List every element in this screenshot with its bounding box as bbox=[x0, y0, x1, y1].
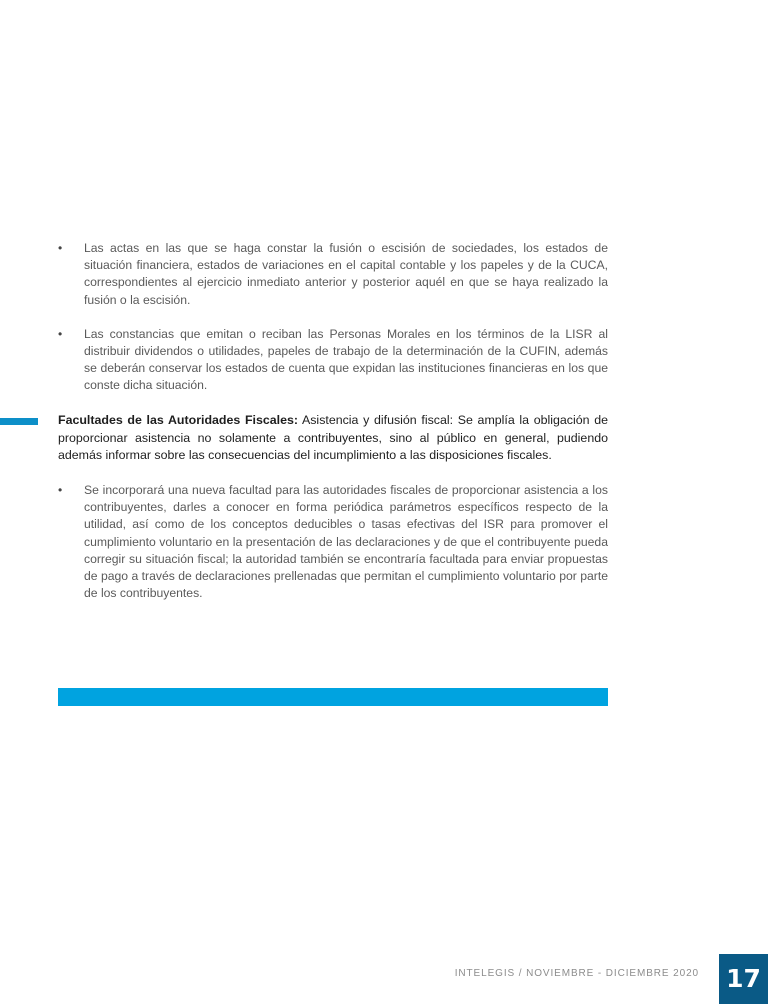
list-item bbox=[58, 326, 608, 395]
page-number: 17 bbox=[726, 964, 761, 993]
bullet-marker: • bbox=[58, 483, 63, 497]
bullet-text: Las constancias que emitan o reciban las Personas Morales en los términos de la LISR al distribuir dividendos o utilidades, papeles de trabajo de la determinación de la CUFIN, además se deberán conservar los estados de cuenta que expidan las instituciones financieras en los que conste dicha situación. bbox=[84, 326, 608, 393]
section-body: Asistencia y difusión fiscal: Se amplía la obligación de proporcionar asistencia no solamente a contribuyentes, sino al público en general, pudiendo además informar sobre las consecuencias del incumplimiento a las disposiciones fiscales. bbox=[58, 413, 609, 463]
bullet-list-bottom bbox=[58, 482, 608, 619]
section-paragraph bbox=[58, 412, 608, 465]
bullet-marker: • bbox=[58, 326, 63, 341]
section-accent-bar bbox=[0, 418, 38, 425]
bullet-text: Se incorporará una nueva facultad para las autoridades fiscales de proporcionar asistencia a los contribuyentes, darles a conocer en forma periódica parámetros específicos respecto de la utilidad, así como de los conceptos deducibles o tasas efectivas del ISR para promover el cumplimiento voluntario en la presentación de las declaraciones y de que el contribuyente pueda corregir su situación fiscal; la autoridad también se encontraría facultada para enviar propuestas de pago a través de declaraciones prellenadas que permitan el cumplimiento voluntario por parte de los contribuyentes. bbox=[84, 483, 608, 601]
footer-publication: INTELEGIS / NOVIEMBRE - DICIEMBRE 2020 bbox=[454, 968, 699, 979]
list-item bbox=[58, 482, 608, 602]
decorative-blue-bar bbox=[58, 688, 608, 706]
bullet-text: Las actas en las que se haga constar la fusión o escisión de sociedades, los estados de situación financiera, estados de variaciones en el capital contable y los papeles y de la CUCA, correspondientes al ejercicio inmediato anterior y posterior aquél en que se haya realizado la fusión o la escisión. bbox=[84, 241, 608, 307]
bullet-marker: • bbox=[58, 241, 63, 255]
page-number-box bbox=[719, 954, 768, 1004]
list-item bbox=[58, 240, 608, 309]
bullet-list-top bbox=[58, 240, 608, 412]
section-heading: Facultades de las Autoridades Fiscales: bbox=[58, 413, 298, 427]
